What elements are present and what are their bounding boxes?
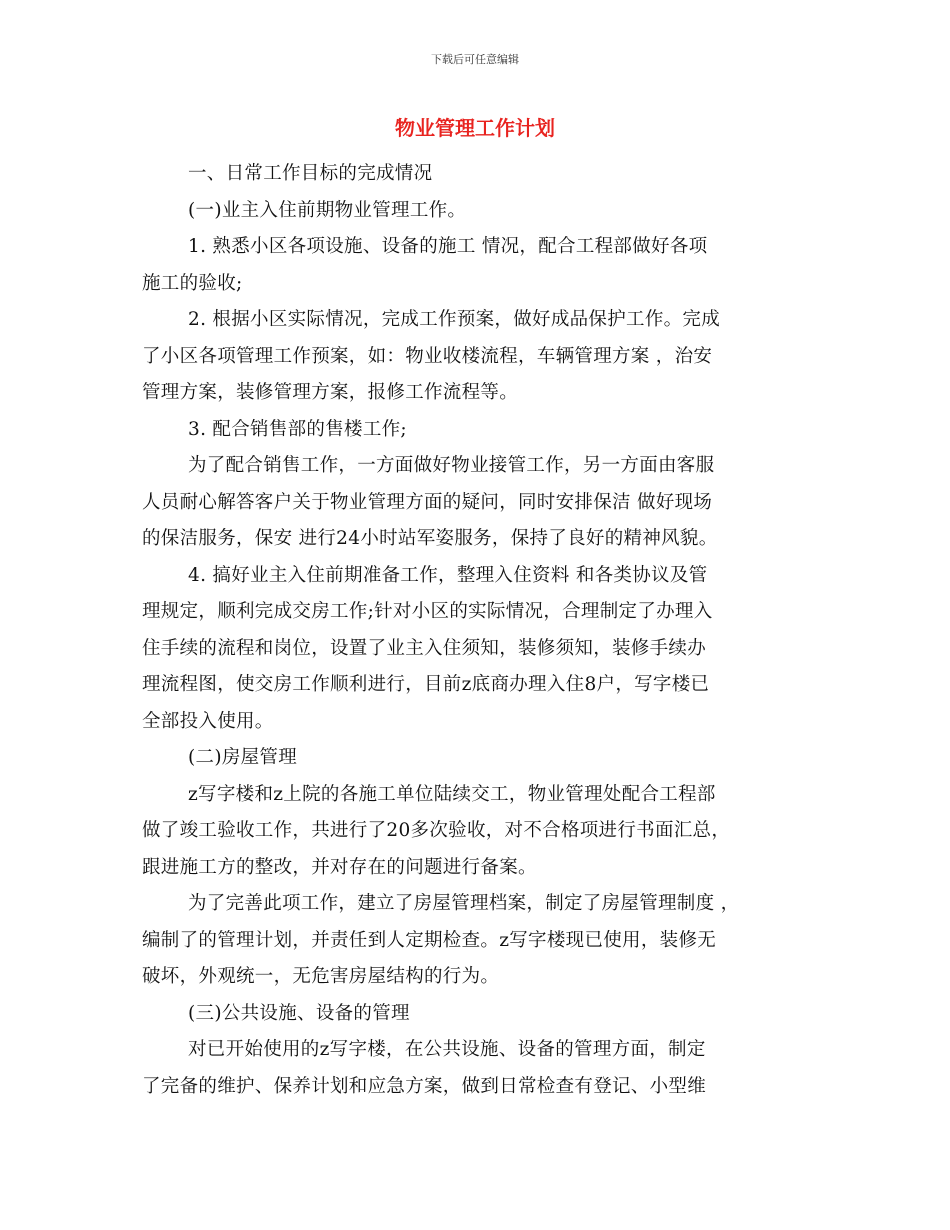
text-line: 3. 配合销售部的售楼工作; (188, 418, 407, 440)
text-line: (一)业主入住前期物业管理工作。 (188, 199, 467, 221)
text-line: 管理方案，装修管理方案，报修工作流程等。 (142, 382, 519, 403)
text-line: 跟进施工方的整改，并对存在的问题进行备案。 (142, 856, 537, 878)
text-line: 理流程图，使交房工作顺利进行，目前z底商办理入住8户，写字楼已 (142, 674, 710, 695)
text-line: 1. 熟悉小区各项设施、设备的施工 情况，配合工程部做好各项 (188, 236, 708, 257)
text-line: 施工的验收; (142, 272, 243, 294)
text-line: 住手续的流程和岗位，设置了业主入住须知，装修须知，装修手续办 (142, 637, 707, 659)
text-line: 4. 搞好业主入住前期准备工作，整理入住资料 和各类协议及管 (188, 564, 708, 586)
document-body (142, 156, 812, 1105)
text-line: 了小区各项管理工作预案，如：物业收楼流程，车辆管理方案 ，治安 (142, 345, 713, 367)
text-line: 为了配合销售工作，一方面做好物业接管工作，另一方面由客服 (188, 455, 715, 476)
text-line: 编制了的管理计划，并责任到人定期检查。z写字楼现已使用，装修无 (142, 929, 717, 951)
text-line: (三)公共设施、设备的管理 (188, 1002, 410, 1024)
text-line: 的保洁服务，保安 进行24小时站军姿服务，保持了良好的精神风貌。 (142, 528, 718, 549)
text-line: 了完备的维护、保养计划和应急方案，做到日常检查有登记、小型维 (142, 1075, 707, 1097)
text-line: (二)房屋管理 (188, 747, 298, 768)
text-line: z写字楼和z上院的各施工单位陆续交工，物业管理处配合工程部 (188, 783, 716, 805)
text-line: 人员耐心解答客户关于物业管理方面的疑问，同时安排保洁 做好现场 (142, 491, 713, 513)
text-line: 理规定，顺利完成交房工作;针对小区的实际情况，合理制定了办理入 (142, 601, 713, 622)
text-line: 2. 根据小区实际情况，完成工作预案，做好成品保护工作。完成 (188, 309, 721, 330)
page-header: 下载后可任意编辑 (431, 53, 519, 66)
text-line: 破坏，外观统一，无危害房屋结构的行为。 (142, 966, 500, 987)
text-line: 为了完善此项工作，建立了房屋管理档案，制定了房屋管理制度 ， (188, 893, 740, 914)
document-title: 物业管理工作计划 (395, 116, 555, 140)
text-line: 全部投入使用。 (142, 710, 274, 732)
text-line: 对已开始使用的z写字楼，在公共设施、设备的管理方面，制定 (188, 1039, 706, 1060)
text-line: 一、日常工作目标的完成情况 (188, 163, 433, 184)
text-line: 做了竣工验收工作，共进行了20多次验收，对不合格项进行书面汇总， (142, 820, 731, 841)
